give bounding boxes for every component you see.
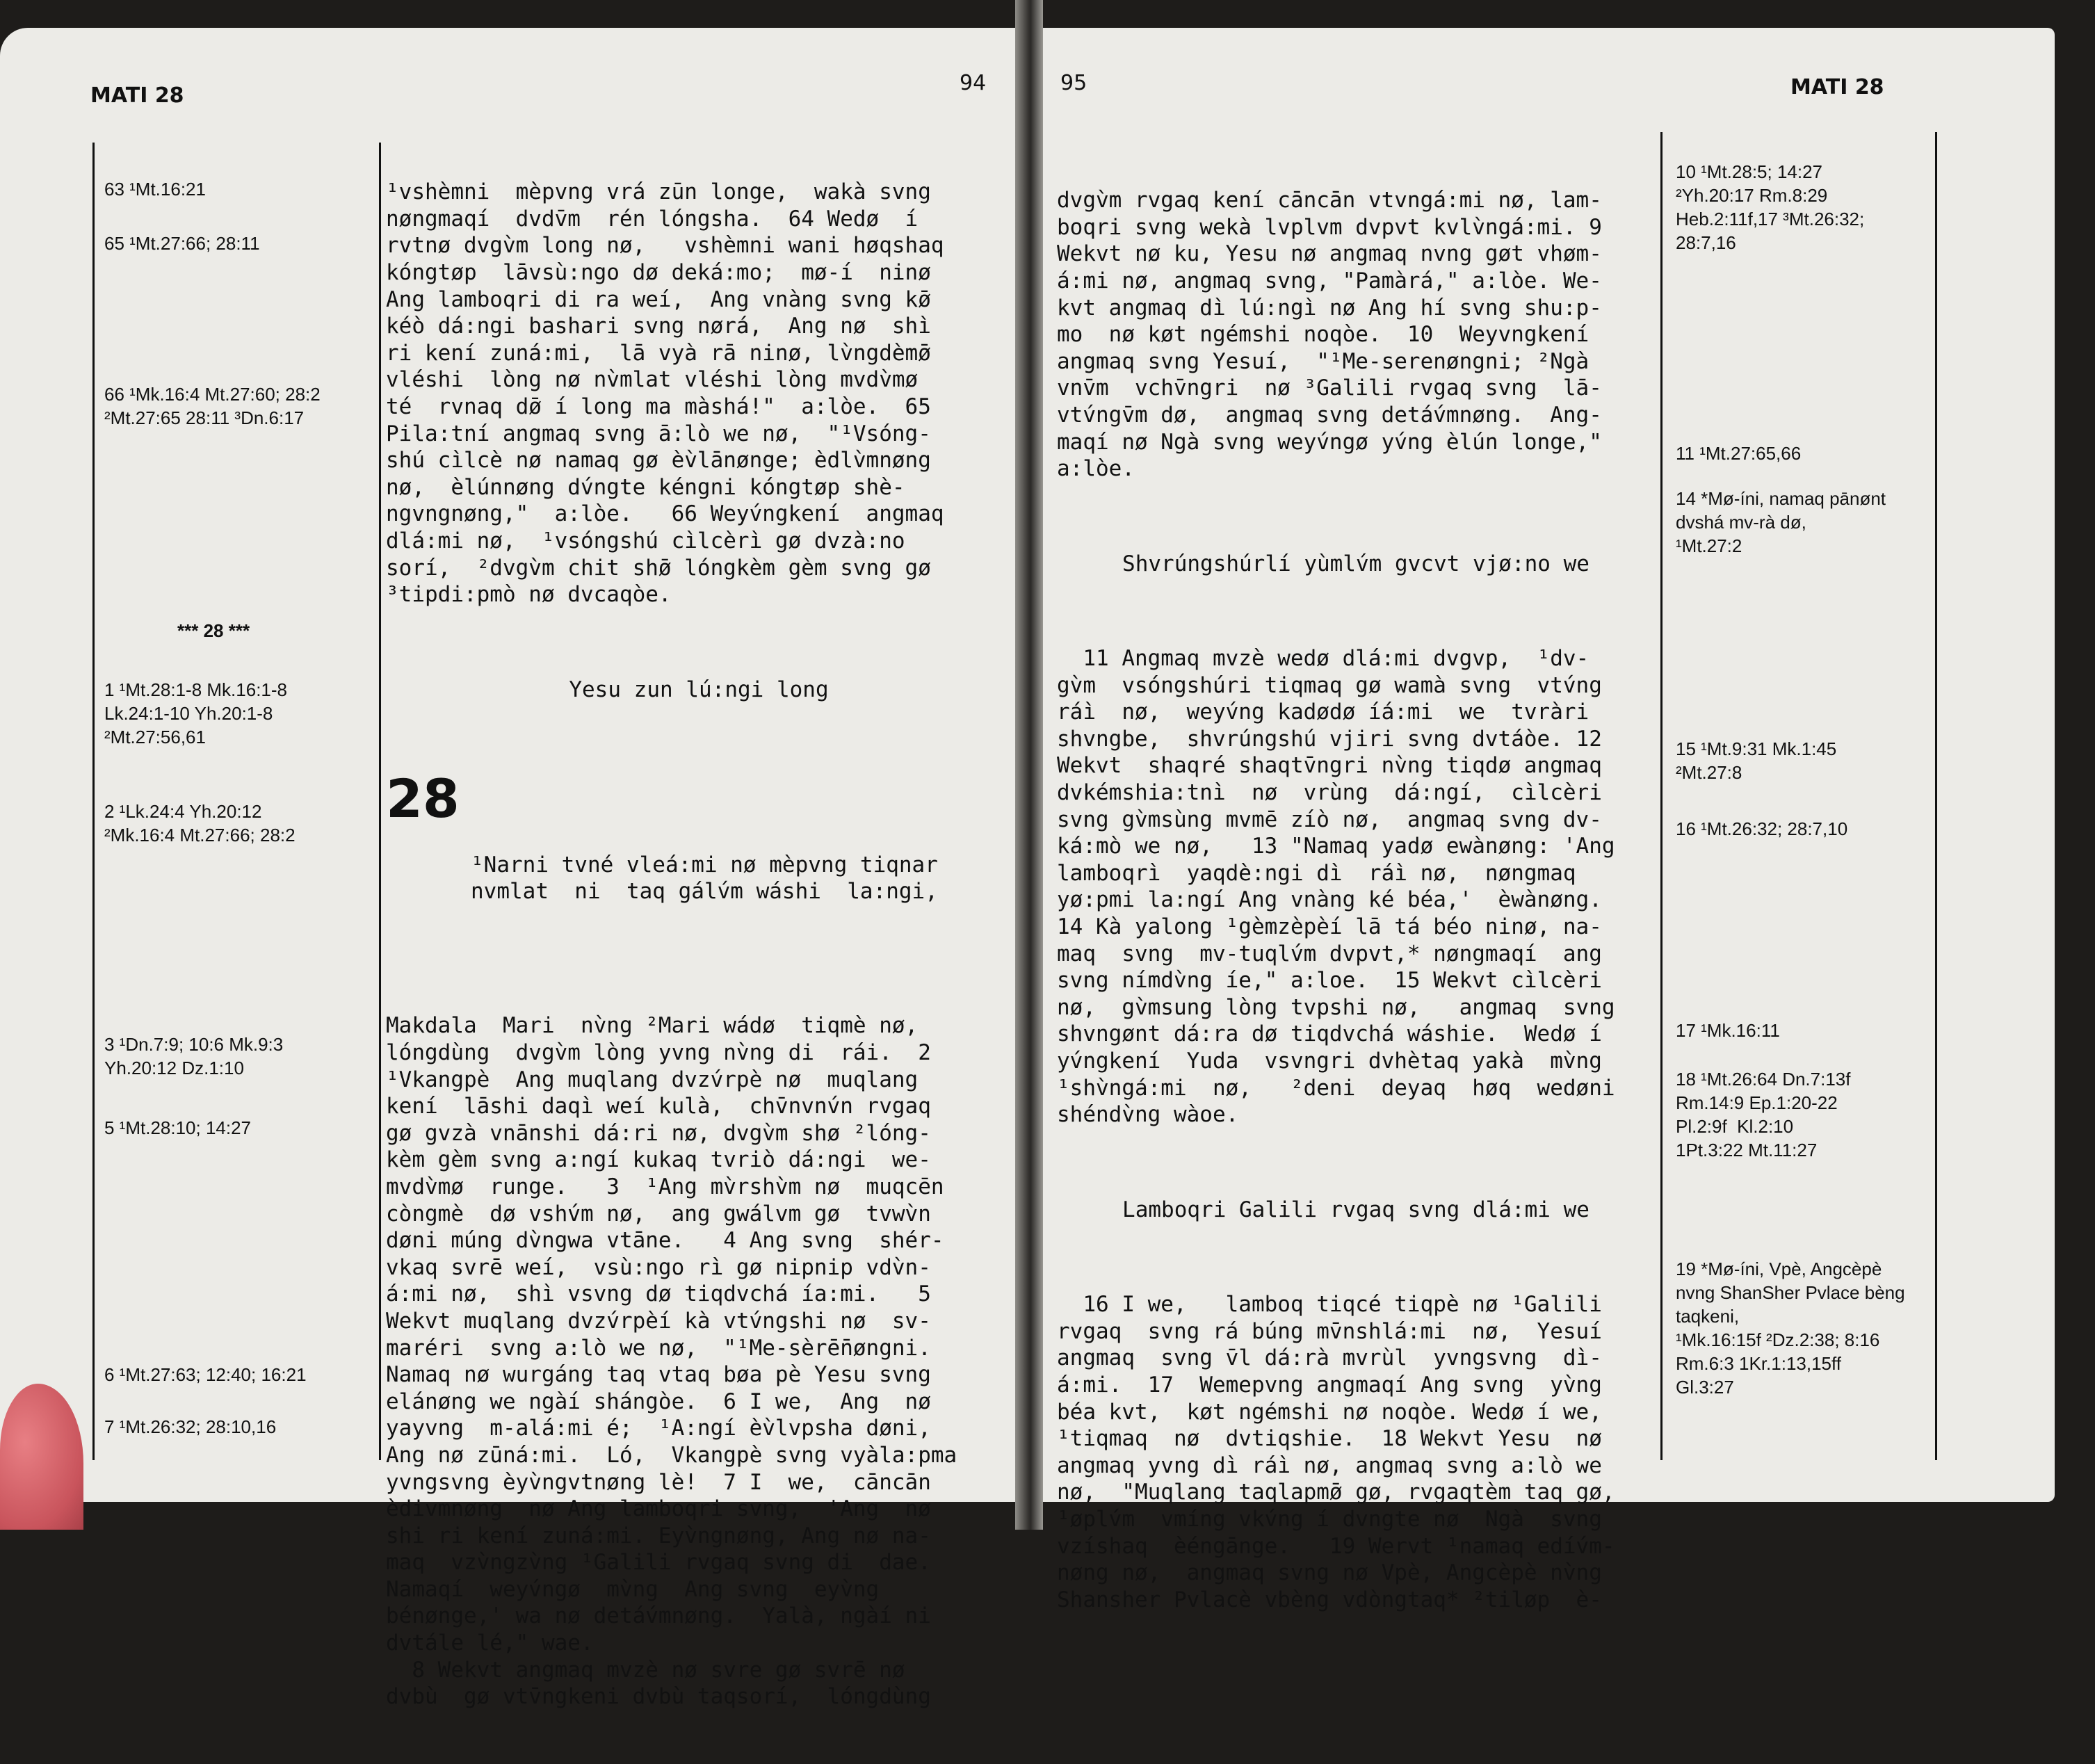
text-line: a:lòe. [1057, 456, 1135, 482]
text-line: svng gv̀msùng mvmē zíò nø, angmaq svng dv- [1057, 807, 1602, 832]
text-line: dvkémshia:tnì nø vrùng dá:ngí, cìlcèri [1057, 780, 1602, 806]
text-line: ngvngnøng," a:lòe. 66 Weyv́ngkení angmaq [386, 501, 944, 527]
text-line: nø, èlúnnøng dv́ngte kéngni kóngtøp shè- [386, 474, 905, 500]
text-line: boqri svng wekà lvplvm dvpvt kvlv̀ngá:mi. 9 [1057, 214, 1602, 240]
cross-reference: 15 ¹Mt.9:31 Mk.1:45 ²Mt.27:8 [1676, 738, 1837, 783]
text-line: mvdv̀mø runge. 3 ¹Ang mv̀rshv̀m nø muqcēn [386, 1174, 944, 1199]
text-line: shéndv̀ng wàoe. [1057, 1102, 1239, 1128]
text-line: 11 Angmaq mvzè wedø dlá:mi dvgvp, ¹dv- [1057, 646, 1590, 672]
text-line: bénønge,' wa nø detáv́mnøng. Yalà, ngàí ni [386, 1603, 931, 1629]
cross-reference: 17 ¹Mk.16:11 [1676, 1020, 1780, 1041]
chapter-number: 28 [386, 768, 460, 830]
left-page [0, 28, 1015, 1710]
text-line: béa kvt, køt ngémshi nø noqòe. Wedø í we, [1057, 1399, 1602, 1425]
reference-column-rule-right [1935, 132, 1937, 1460]
text-line: ká:mò we nø, 13 "Namaq yadø ewànøng: 'Ang [1057, 834, 1615, 859]
cross-reference: 66 ¹Mk.16:4 Mt.27:60; 28:2 ²Mt.27:65 28:11 ³Dn.6:17 [104, 384, 321, 428]
text-block [1057, 1291, 1655, 1613]
text-line: maq svng mv-tuqlv́m dvpvt,* nøngmaqí ang [1057, 941, 1602, 966]
cross-reference: 1 ¹Mt.28:1-8 Mk.16:1-8 Lk.24:1-10 Yh.20:1-8 ²Mt.27:56,61 [104, 679, 287, 747]
page-number-right: 95 [1060, 71, 1087, 95]
text-line: kóngtøp lāvsù:ngo dø deká:mo; mø-í ninø [386, 259, 931, 285]
text-line: dvbù gø vtv̄ngkeni dvbù taqsorí, lóngdùng [386, 1684, 931, 1710]
text-line: gø gvzà vnānshi dá:ri nø, dvgv̀m shø ²lóng- [386, 1120, 931, 1146]
text-line: còngmè dø vshv́m nø, ang gwálvm gø tvwv̀n [386, 1201, 931, 1227]
text-line: kvt angmaq dì lú:ngì nø Ang hí svng shu:p- [1057, 295, 1602, 321]
text-line: angmaq yvng dì ráì nø, angmaq svng a:lò we [1057, 1453, 1602, 1478]
text-line: shvngønt dá:ra dø tiqdvchá wáshie. Wedø í [1057, 1021, 1602, 1047]
section-heading: Lamboqri Galili rvgaq svng dlá:mi we [1122, 1197, 1590, 1222]
section-heading: Shvrúngshúrlí yùmlv́m gvcvt vjø:no we [1122, 551, 1590, 576]
text-line: á:mi nø, angmaq svng, "Pamàrá," a:lòe. We- [1057, 268, 1602, 293]
text-block [386, 1012, 1012, 1710]
text-line: vléshi lòng nø nv̀mlat vléshi lòng mvdv̀mø [386, 367, 919, 393]
text-line: lamboqrì yaqdè:ngi dì ráì nø, nøngmaq [1057, 860, 1576, 886]
reference-column-rule-left [1660, 132, 1663, 1460]
running-head-left: MATI 28 [90, 83, 184, 108]
text-line: maq vzv̀ngzv̀ng ¹Galili rvgaq svng di dae. [386, 1550, 931, 1576]
text-block [386, 179, 1012, 608]
cross-reference: 19 *Mø-íni, Vpè, Angcèpè nvng ShanSher Pvlace bèng taqkeni, ¹Mk.16:15f ²Dz.2:38; 8:16 Rm.6:3 1Kr.1:13,15ff Gl.3:27 [1676, 1259, 1905, 1398]
text-line: ¹Vkangpè Ang muqlang dvzv́rpè nø muqlang [386, 1067, 919, 1092]
cross-reference: 7 ¹Mt.26:32; 28:10,16 [104, 1416, 277, 1437]
text-line: Wekvt nø ku, Yesu nø angmaq nvng gøt vhøm- [1057, 241, 1602, 267]
text-line: angmaq svng Yesuí, "¹Me-serenøngni; ²Ngà [1057, 348, 1590, 374]
text-line: Pila:tní angmaq svng ā:lò we nø, "¹Vsóng- [386, 421, 931, 446]
text-line: á:mi. 17 Wemepvng angmaqí Ang svng yv̀ng [1057, 1372, 1602, 1398]
text-line: yvngsvng èyv̀ngvtnøng lè! 7 I we, cāncān [386, 1469, 931, 1495]
text-line: Shansher Pvlacè vbèng vdòngtaq* ²tiløp è- [1057, 1587, 1602, 1612]
text-line: rvgaq svng rá búng mv̄nshlá:mi nø, Yesuí [1057, 1318, 1602, 1344]
cross-reference: 6 ¹Mt.27:63; 12:40; 16:21 [104, 1364, 307, 1385]
cross-reference: 63 ¹Mt.16:21 [104, 179, 206, 200]
text-line: maqí nø Ngà svng weyv́ngø yv́ng èlún longe," [1057, 429, 1602, 455]
cross-reference: 14 *Mø-íni, namaq pānønt dvshá mv-rà dø, ¹Mt.27:2 [1676, 488, 1886, 556]
text-line: rvtnø dvgv̀m long nø, vshèmni wani høqshaq [386, 233, 944, 259]
text-line: kení lāshi daqì weí kulà, chv̄nvnv́n rvgaq [386, 1094, 931, 1119]
cross-reference: 18 ¹Mt.26:64 Dn.7:13f Rm.14:9 Ep.1:20-22 Pl.2:9f Kl.2:10 1Pt.3:22 Mt.11:27 [1676, 1069, 1851, 1160]
text-line: vnv̄m vchv̄ngri nø ³Galili rvgaq svng lā- [1057, 375, 1602, 401]
text-line: nø, "Muqlang taqlapmø̄ gø, rvgaqtèm taq gø, [1057, 1480, 1615, 1505]
text-line: shi ri kení zuná:mi. Eyv̀ngnøng, Ang nø na- [386, 1523, 931, 1548]
text-line: èdivmnøng nø Ang lamboqri svng, 'Ang nø [386, 1496, 931, 1522]
cross-reference: 10 ¹Mt.28:5; 14:27 ²Yh.20:17 Rm.8:29 Heb.2:11f,17 ³Mt.26:32; 28:7,16 [1676, 161, 1865, 253]
text-line: dvgv̀m rvgaq kení cāncān vtvngá:mi nø, lam- [1057, 188, 1602, 213]
text-line: yayvng m-alá:mi é; ¹A:ngí èv̀lvpsha døni, [386, 1416, 931, 1441]
text-line: kèm gèm svng a:ngí kukaq tvriò dá:ngi we- [386, 1147, 931, 1173]
text-line: ¹tiqmaq nø dvtiqshie. 18 Wekvt Yesu nø [1057, 1426, 1602, 1452]
text-line: á:mi nø, shì vsvng dø tiqdvchá ía:mi. 5 [386, 1281, 931, 1307]
text-line: Namaqí weyv́ngø mv̀ng Ang svng eyv̀ng [386, 1576, 880, 1602]
text-line: ráì nø, weyv́ng kadødø íá:mi we tvràri [1057, 699, 1590, 725]
text-line: vtv́ngv̄m dø, angmaq svng detáv́mnøng. Ang- [1057, 402, 1602, 428]
book-gutter [1015, 0, 1043, 1530]
text-line: vkaq svrē weí, vsù:ngo rì gø nipnip vdv̀n- [386, 1254, 931, 1280]
text-line: nø, gv̀msung lòng tvpshi nø, angmaq svng [1057, 994, 1615, 1020]
text-line: 16 I we, lamboq tiqcé tiqpè nø ¹Galili [1057, 1292, 1602, 1318]
text-line: té rvnaq dø̄ í long ma màshá!" a:lòe. 65 [386, 394, 931, 419]
text-line: dlá:mi nø, ¹vsóngshú cìlcèrì gø dvzà:no [386, 528, 905, 553]
chapter-start [386, 768, 1012, 959]
text-line: shú cìlcè nø namaq gø èv̀lānønge; èdlv̀mnøng [386, 448, 931, 474]
text-line: Wekvt shaqré shaqtv̄ngri nv̀ng tiqdø angmaq [1057, 753, 1602, 779]
text-line: elánøng we ngàí shángòe. 6 I we, Ang nø [386, 1389, 931, 1414]
text-line: ri kení zuná:mi, lā vyà rā ninø, lv̀ngdèmø̄ [386, 340, 931, 366]
page-number-left: 94 [960, 71, 987, 95]
text-line: Ang lamboqri di ra weí, Ang vnàng svng kø̄ [386, 286, 931, 312]
cross-reference: 16 ¹Mt.26:32; 28:7,10 [1676, 818, 1848, 839]
text-line: ¹øplv́m vmíng vkv́ng í dvngte nø Ngà svng [1057, 1506, 1602, 1532]
reference-column-rule-left [92, 143, 95, 1460]
text-line: ¹Narni tvné vleá:mi nø mèpvng tiqnar [471, 852, 938, 877]
text-line: nvmlat ni taq gálv́m wáshi la:ngi, [471, 879, 938, 905]
cross-reference: 5 ¹Mt.28:10; 14:27 [104, 1117, 252, 1138]
text-line: Makdala Mari nv̀ng ²Mari wádø tiqmè nø, [386, 1013, 919, 1039]
text-block [1057, 187, 1655, 483]
text-line: Namaq nø wurgáng taq vtaq bøa pè Yesu svng [386, 1362, 931, 1388]
text-line: kéò dá:ngi bashari svng nørá, Ang nø shì [386, 314, 931, 339]
text-line: nøng nø, angmaq svng nø Vpè, Angcèpè nv̀ng [1057, 1560, 1602, 1586]
text-line: ¹shv̀ngá:mi nø, ²deni deyaq høq wedøni [1057, 1075, 1615, 1101]
cross-reference: 3 ¹Dn.7:9; 10:6 Mk.9:3 Yh.20:12 Dz.1:10 [104, 1034, 284, 1078]
text-line: svng nímdv̀ng íe," a:loe. 15 Wekvt cìlcèri [1057, 968, 1602, 994]
text-line: angmaq svng v̄l dá:rà mvrùl yvngsvng dì- [1057, 1345, 1602, 1371]
text-block [1057, 645, 1655, 1128]
text-line: Ang nø zūná:mi. Ló, Vkangpè svng vyàla:pma [386, 1442, 957, 1468]
text-line: vzíshaq èéngānge. 19 Wervt ¹namaq edív́m- [1057, 1533, 1615, 1559]
text-line: gv̀m vsóngshúri tiqmaq gø wamà svng vtv́ng [1057, 672, 1602, 698]
text-line: yø:pmi la:ngí Ang vnàng ké béa,' èwànøng. [1057, 887, 1602, 913]
text-line: dvtále lé," wae. [386, 1631, 594, 1656]
running-head-right: MATI 28 [1790, 75, 1884, 99]
chapter-marker: *** 28 *** [177, 620, 250, 641]
text-line: Wekvt muqlang dvzv́rpèí kà vtv́ngshi nø sv- [386, 1308, 931, 1334]
cross-reference: 2 ¹Lk.24:4 Yh.20:12 ²Mk.16:4 Mt.27:66; 28:2 [104, 801, 296, 845]
text-line: ³tipdi:pmò nø dvcaqòe. [386, 582, 672, 608]
text-line: døni múng dv̀ngwa vtāne. 4 Ang svng shér- [386, 1228, 944, 1254]
text-line: lóngdùng dvgv̀m lòng yvng nv̀ng di rái. 2 [386, 1040, 931, 1065]
main-text-left [386, 125, 1012, 1764]
text-line: mo nø køt ngémshi noqòe. 10 Weyvngkení [1057, 322, 1590, 348]
section-heading: Yesu zun lú:ngi long [569, 677, 829, 702]
reference-column-rule-right [379, 143, 381, 1460]
text-line: sorí, ²dvgv̀m chit shø̄ lóngkèm gèm svng gø [386, 555, 931, 581]
cross-reference: 11 ¹Mt.27:65,66 [1676, 443, 1802, 464]
text-line: yv́ngkení Yuda vsvngri dvhètaq yakà mv̀ng [1057, 1049, 1602, 1074]
text-line: 14 Kà yalong ¹gèmzèpèí lā tá béo ninø, na- [1057, 914, 1602, 940]
text-line: 8 Wekvt angmaq mvzè nø svre gø svrē nø [386, 1657, 905, 1683]
text-line: ¹vshèmni mèpvng vrá zūn longe, wakà svng [386, 179, 931, 205]
right-page [1043, 28, 2055, 1612]
text-line: shvngbe, shvrúngshú vjiri svng dvtáòe. 12 [1057, 726, 1602, 752]
main-text-right [1057, 133, 1655, 1667]
chapter-opening-lines [386, 852, 1012, 905]
text-line: nøngmaqí dvdv̄m rén lóngsha. 64 Wedø í [386, 206, 919, 232]
cross-reference: 65 ¹Mt.27:66; 28:11 [104, 233, 260, 254]
text-line: maréri svng a:lò we nø, "¹Me-sèrē̄nøngni. [386, 1335, 931, 1361]
